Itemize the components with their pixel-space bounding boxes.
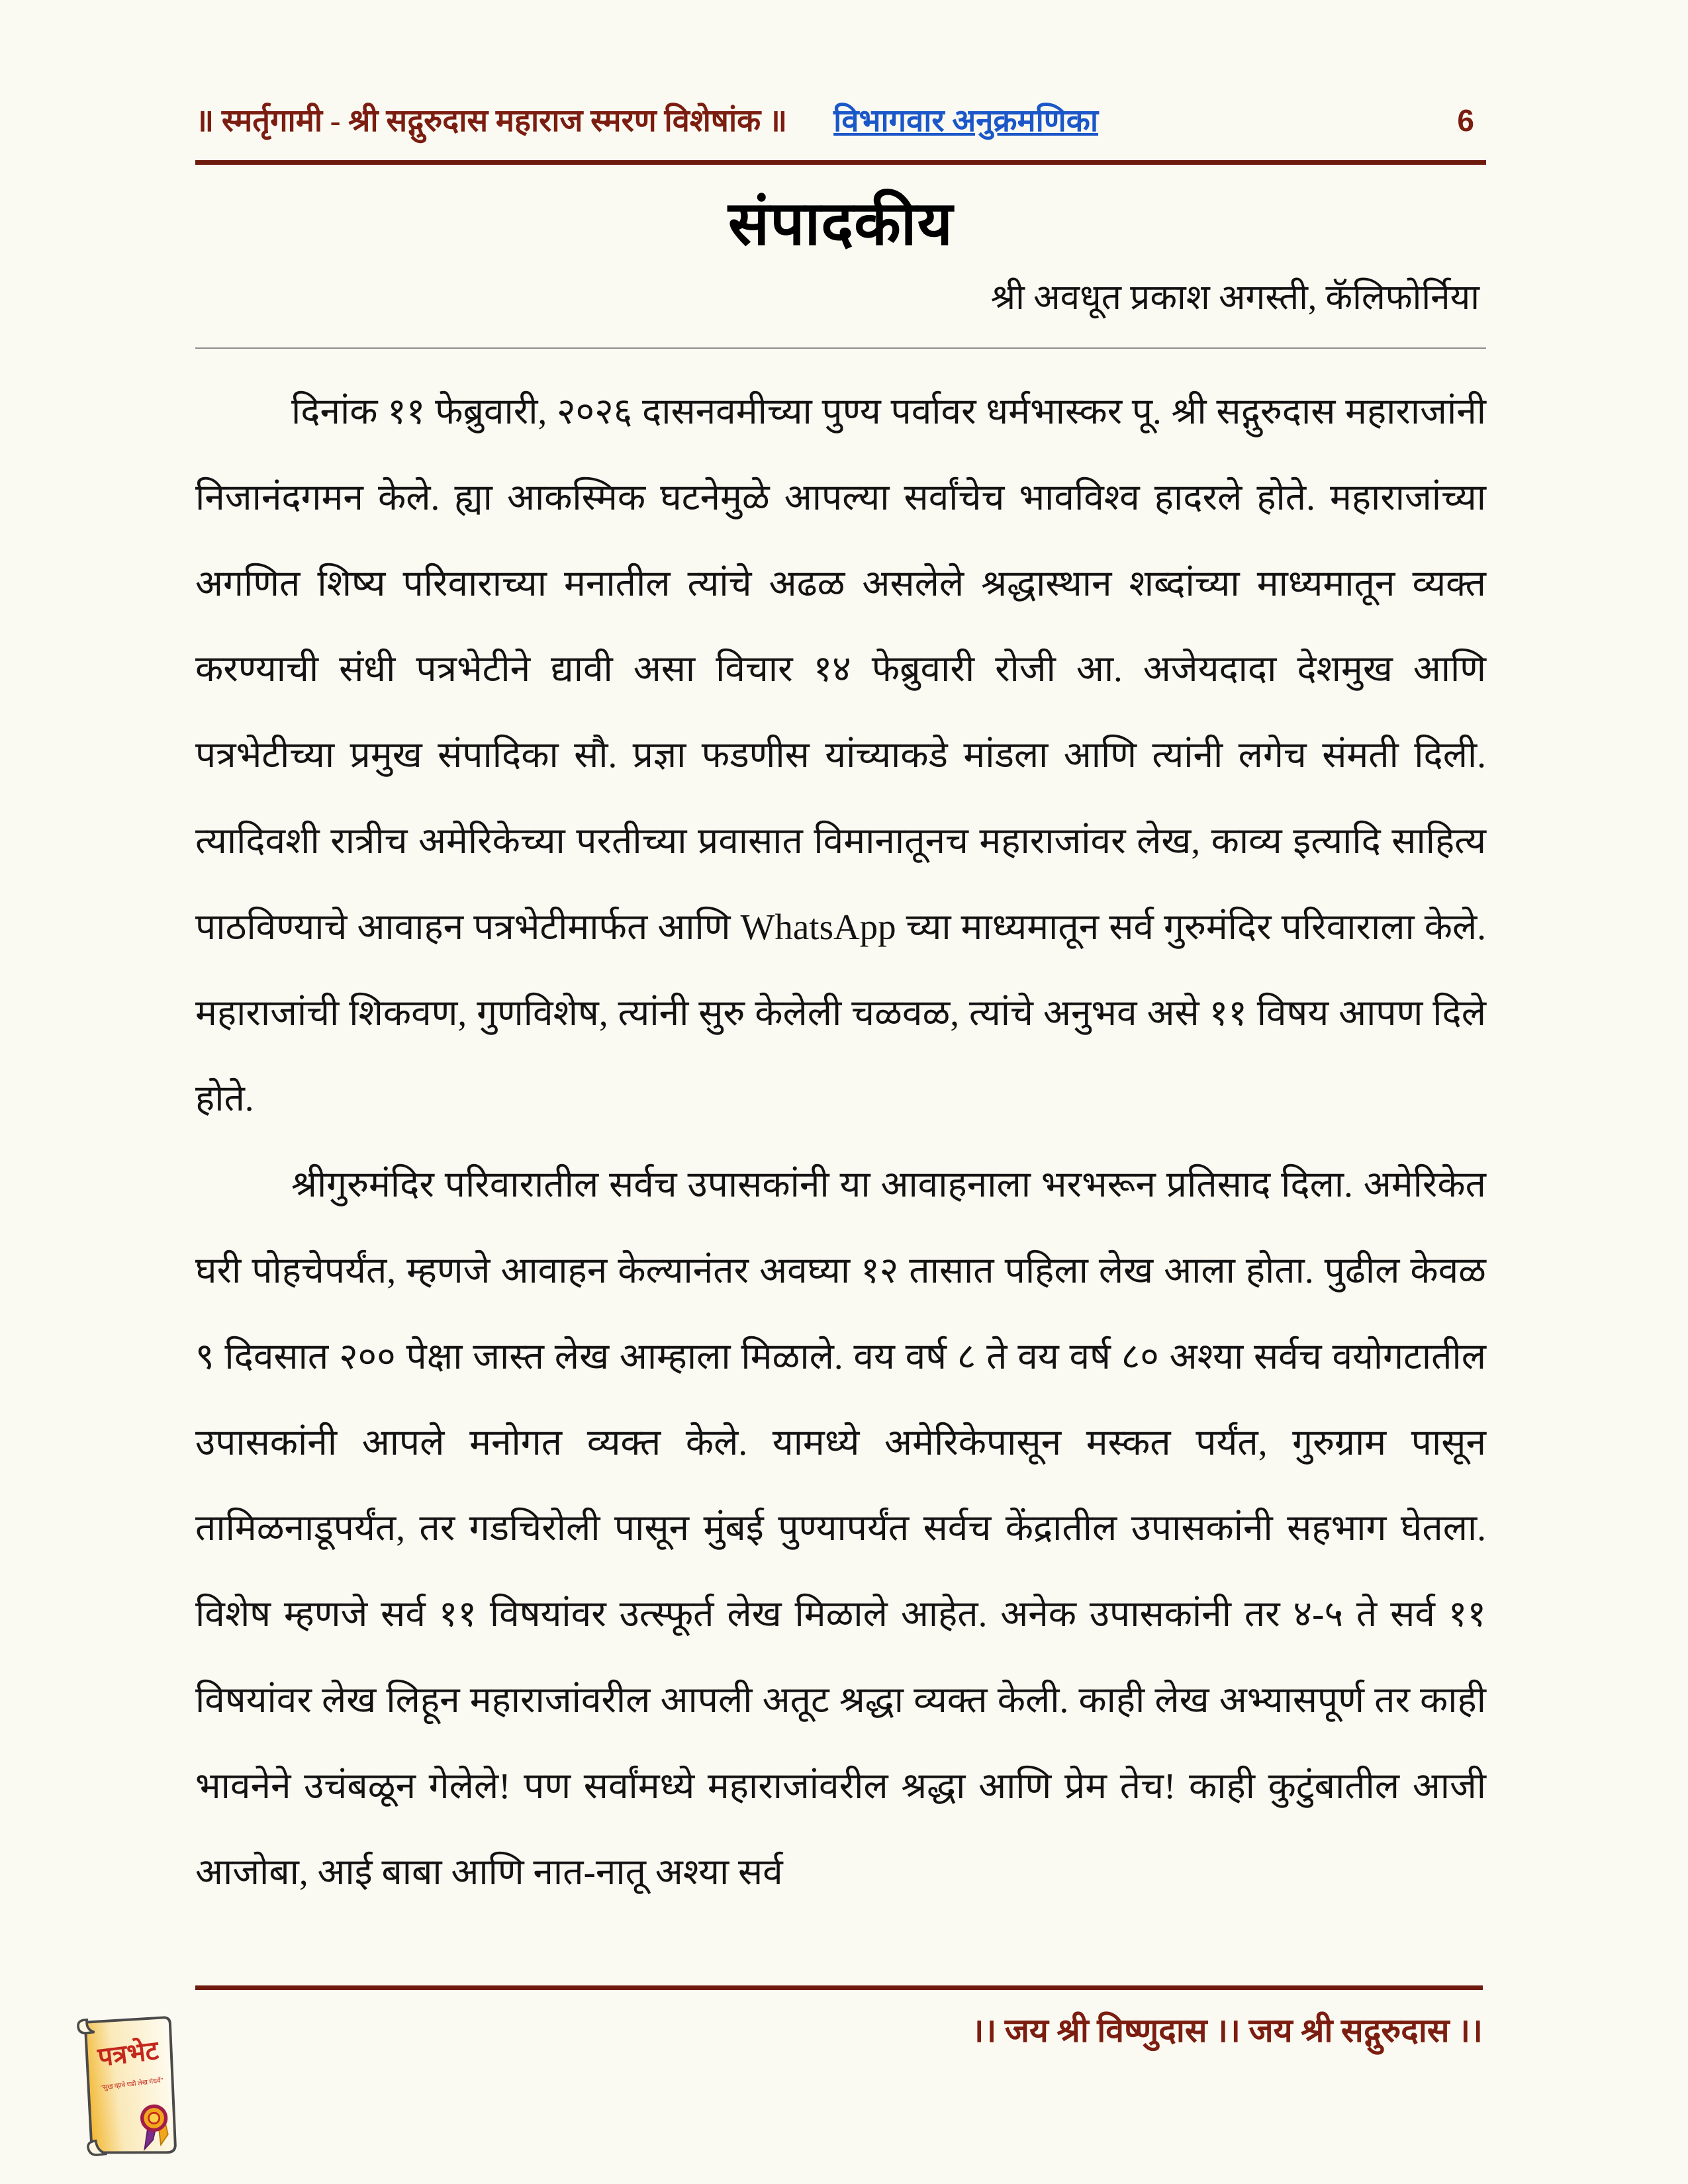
article-body	[195, 369, 1486, 1915]
header-issue-title: ॥ स्मर्तृगामी - श्री सद्गुरुदास महाराज स्मरण विशेषांक ॥	[195, 104, 788, 138]
paragraph-1: दिनांक ११ फेब्रुवारी, २०२६ दासनवमीच्या पुण्य पर्वावर धर्मभास्कर पू. श्री सद्गुरुदास महाराजांनी निजानंदगमन केले. ह्या आकस्मिक घटनेमुळे आपल्या सर्वांचेच भावविश्व हादरले होते. महाराजांच्या अगणित शिष्य परिवाराच्या मनातील त्यांचे अढळ असलेले श्रद्धास्थान शब्दांच्या माध्यमातून व्यक्त करण्याची संधी पत्रभेटीने द्यावी असा विचार १४ फेब्रुवारी रोजी आ. अजेयदादा देशमुख आणि पत्रभेटीच्या प्रमुख संपादिका सौ. प्रज्ञा फडणीस यांच्याकडे मांडला आणि त्यांनी लगेच संमती दिली. त्यादिवशी रात्रीच अमेरिकेच्या परतीच्या प्रवासात विमानातूनच महाराजांवर लेख, काव्य इत्यादि साहित्य पाठविण्याचे आवाहन पत्रभेटीमार्फत आणि WhatsApp च्या माध्यमातून सर्व गुरुमंदिर परिवाराला केले. महाराजांची शिकवण, गुणविशेष, त्यांनी सुरु केलेली चळवळ, त्यांचे अनुभव असे ११ विषय आपण दिले होते.	[195, 391, 1486, 1119]
page-number: 6	[1457, 103, 1474, 138]
logo-name: पत्रभेट	[96, 2036, 160, 2072]
header-divider	[195, 160, 1486, 165]
section-index-link[interactable]: विभागवार अनुक्रमणिका	[833, 104, 1099, 138]
page-header	[195, 0, 1486, 140]
footer-blessing: ।। जय श्री विष्णुदास ।। जय श्री सद्गुरुदास ।।	[971, 2012, 1483, 2049]
article-title: संपादकीय	[728, 190, 953, 257]
logo-tagline: "सुख व्हावे घडो लेख गंधर्वे"	[99, 2077, 164, 2092]
scroll-logo-icon	[73, 2005, 192, 2179]
paragraph-2: श्रीगुरुमंदिर परिवारातील सर्वच उपासकांनी या आवाहनाला भरभरून प्रतिसाद दिला. अमेरिकेत घरी पोहचेपर्यंत, म्हणजे आवाहन केल्यानंतर अवघ्या १२ तासात पहिला लेख आला होता. पुढील केवळ ९ दिवसात २०० पेक्षा जास्त लेख आम्हाला मिळाले. वय वर्ष ८ ते वय वर्ष ८० अश्या सर्वच वयोगटातील उपासकांनी आपले मनोगत व्यक्त केले. यामध्ये अमेरिकेपासून मस्कत पर्यंत, गुरुग्राम पासून तामिळनाडूपर्यंत, तर गडचिरोली पासून मुंबई पुण्यापर्यंत सर्वच केंद्रातील उपासकांनी सहभाग घेतला. विशेष म्हणजे सर्व ११ विषयांवर उत्स्फूर्त लेख मिळाले आहेत. अनेक उपासकांनी तर ४-५ ते सर्व ११ विषयांवर लेख लिहून महाराजांवरील आपली अतूट श्रद्धा व्यक्त केली. काही लेख अभ्यासपूर्ण तर काही भावनेने उचंबळून गेलेले! पण सर्वांमध्ये महाराजांवरील श्रद्धा आणि प्रेम तेच! काही कुटुंबातील आजी आजोबा, आई बाबा आणि नात-नातू अश्या सर्व	[195, 1164, 1486, 1892]
author-byline: श्री अवधूत प्रकाश अगस्ती, कॅलिफोर्निया	[990, 279, 1479, 317]
patrabhet-logo	[73, 2005, 192, 2179]
byline-divider	[195, 347, 1486, 349]
footer-divider	[195, 1985, 1483, 1990]
